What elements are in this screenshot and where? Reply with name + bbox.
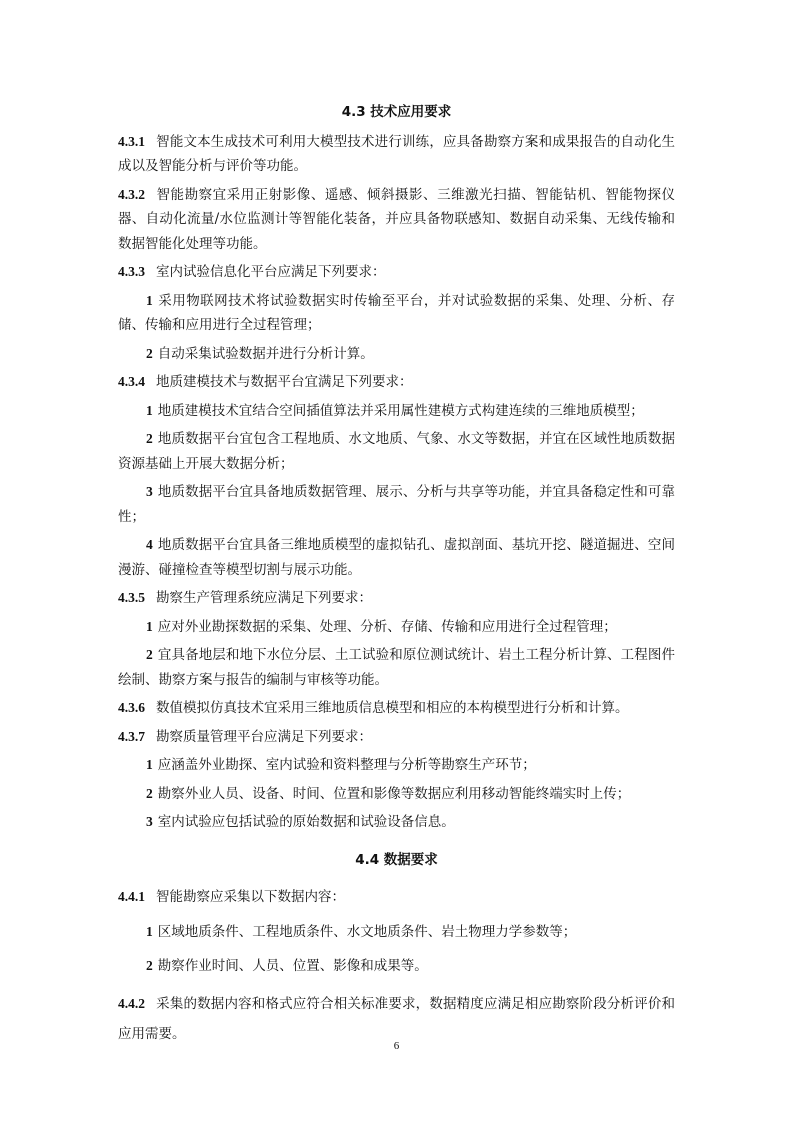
clause-number: 4.3.4 xyxy=(118,374,145,389)
item-text: 应对外业勘探数据的采集、处理、分析、存储、传输和应用进行全过程管理； xyxy=(157,618,617,635)
list-item xyxy=(118,954,675,979)
clause-4-3-6 xyxy=(118,696,675,721)
list-item xyxy=(118,399,675,424)
page-number: 6 xyxy=(393,1040,400,1052)
item-text: 宜具备地层和地下水位分层、土工试验和原位测试统计、岩土工程分析计算、工程图件绘制、勘察方案与报告的编制与审核等功能。 xyxy=(118,647,675,688)
clause-text: 智能文本生成技术可利用大模型技术进行训练，应具备勘察方案和成果报告的自动化生成以及智能分析与评价等功能。 xyxy=(118,133,675,174)
item-number: 2 xyxy=(146,647,153,662)
clause-number: 4.3.5 xyxy=(118,590,145,605)
list-item xyxy=(118,427,675,476)
clause-number: 4.4.1 xyxy=(118,889,145,904)
item-number: 2 xyxy=(146,958,153,973)
list-item xyxy=(118,753,675,778)
item-text: 采用物联网技术将试验数据实时传输至平台，并对试验数据的采集、处理、分析、存储、传输和应用进行全过程管理； xyxy=(118,292,675,333)
item-number: 2 xyxy=(146,345,153,361)
clause-text: 地质建模技术与数据平台宜满足下列要求： xyxy=(156,374,413,390)
page-content xyxy=(118,100,675,1053)
clause-number: 4.3.3 xyxy=(118,264,145,279)
list-item xyxy=(118,480,675,529)
clause-4-4-1 xyxy=(118,885,675,910)
clause-4-3-5 xyxy=(118,586,675,611)
list-item xyxy=(118,782,675,807)
clause-4-3-2 xyxy=(118,183,675,257)
item-number: 4 xyxy=(146,537,153,552)
list-item xyxy=(118,643,675,692)
item-number: 2 xyxy=(146,785,153,801)
clause-text: 采集的数据内容和格式应符合相关标准要求，数据精度应满足相应勘察阶段分析评价和应用需要。 xyxy=(118,995,675,1042)
clause-text: 数值模拟仿真技术宜采用三维地质信息模型和相应的本构模型进行分析和计算。 xyxy=(156,700,629,716)
item-text: 勘察外业人员、设备、时间、位置和影像等数据应利用移动智能终端实时上传； xyxy=(157,785,631,802)
section-title-4-3: 4.3 技术应用要求 xyxy=(341,104,452,120)
clause-number: 4.3.1 xyxy=(118,133,145,149)
clause-4-3-7 xyxy=(118,725,675,750)
clause-number: 4.3.2 xyxy=(118,186,145,202)
clause-text: 智能勘察应采集以下数据内容： xyxy=(156,889,345,905)
item-number: 3 xyxy=(146,814,153,829)
clause-text: 勘察生产管理系统应满足下列要求： xyxy=(156,590,372,606)
list-item xyxy=(118,810,675,835)
item-text: 室内试验应包括试验的原始数据和试验设备信息。 xyxy=(157,814,455,830)
item-number: 1 xyxy=(146,618,153,634)
item-text: 自动采集试验数据并进行分析计算。 xyxy=(157,345,374,362)
item-text: 地质数据平台宜具备三维地质模型的虚拟钻孔、虚拟剖面、基坑开挖、隧道掘进、空间漫游、碰撞检查等模型切割与展示功能。 xyxy=(118,537,675,578)
list-item xyxy=(118,920,675,945)
clause-text: 室内试验信息化平台应满足下列要求： xyxy=(156,264,386,280)
clause-4-3-1 xyxy=(118,130,675,179)
item-number: 1 xyxy=(146,923,153,939)
list-item xyxy=(118,342,675,367)
item-number: 2 xyxy=(146,431,153,446)
list-item xyxy=(118,615,675,640)
clause-text: 智能勘察宜采用正射影像、遥感、倾斜摄影、三维激光扫描、智能钻机、智能物探仪器、自动化流量/水位监测计等智能化装备，并应具备物联感知、数据自动采集、无线传输和数据智能化处理等功能。 xyxy=(118,186,675,252)
item-number: 1 xyxy=(146,402,153,418)
item-text: 地质数据平台宜包含工程地质、水文地质、气象、水文等数据，并宜在区域性地质数据资源基础上开展大数据分析； xyxy=(118,431,675,472)
item-text: 地质建模技术宜结合空间插值算法并采用属性建模方式构建连续的三维地质模型； xyxy=(157,402,644,419)
item-number: 1 xyxy=(146,757,153,772)
list-item xyxy=(118,533,675,582)
clause-number: 4.4.2 xyxy=(118,995,145,1011)
item-text: 区域地质条件、工程地质条件、水文地质条件、岩土物理力学参数等； xyxy=(157,923,577,940)
item-text: 勘察作业时间、人员、位置、影像和成果等。 xyxy=(157,958,428,974)
item-text: 应涵盖外业勘探、室内试验和资料整理与分析等勘察生产环节； xyxy=(157,757,536,773)
item-number: 1 xyxy=(146,292,153,308)
clause-number: 4.3.7 xyxy=(118,728,145,744)
clause-text: 勘察质量管理平台应满足下列要求： xyxy=(156,728,372,745)
item-text: 地质数据平台宜具备地质数据管理、展示、分析与共享等功能，并宜具备稳定性和可靠性； xyxy=(118,484,675,525)
clause-number: 4.3.6 xyxy=(118,700,145,715)
section-title-4-4: 4.4 数据要求 xyxy=(355,851,438,868)
clause-4-3-3 xyxy=(118,260,675,285)
list-item xyxy=(118,289,675,338)
clause-4-3-4 xyxy=(118,370,675,395)
item-number: 3 xyxy=(146,484,153,499)
